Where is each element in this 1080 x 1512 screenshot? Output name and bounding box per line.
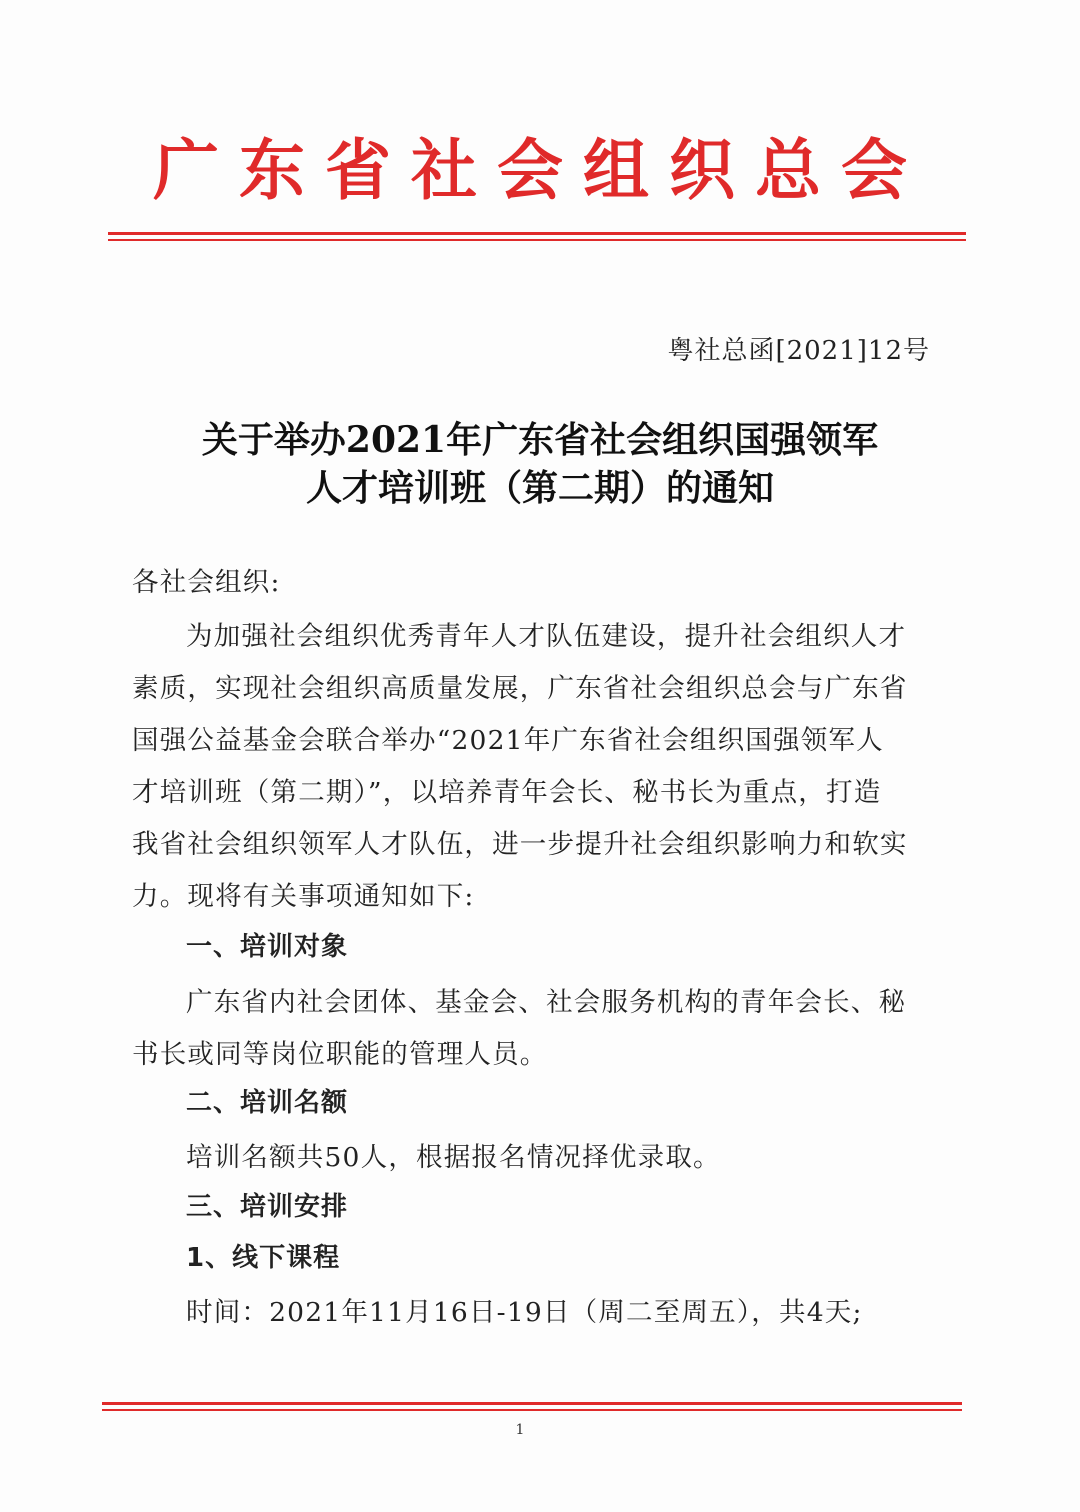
subsection-heading-1: 1、线下课程	[186, 1243, 341, 1273]
paragraph-line: 素质，实现社会组织高质量发展，广东省社会组织总会与广东省	[132, 673, 908, 704]
section-heading-2: 二、培训名额	[186, 1088, 349, 1118]
letterhead-org-name: 广东省社会组织总会	[153, 132, 927, 209]
section-heading-3: 三、培训安排	[186, 1192, 349, 1222]
paragraph-line: 培训名额共50人，根据报名情况择优录取。	[186, 1142, 721, 1173]
paragraph-line: 我省社会组织领军人才队伍，进一步提升社会组织影响力和软实	[132, 829, 908, 860]
document-title-line-1: 关于举办2021年广东省社会组织国强领军	[201, 419, 879, 461]
document-number: 粤社总函[2021]12号	[667, 336, 930, 366]
document-title-line-2: 人才培训班（第二期）的通知	[305, 467, 774, 509]
paragraph-line: 力。现将有关事项通知如下:	[132, 881, 475, 912]
paragraph-line: 国强公益基金会联合举办“2021年广东省社会组织国强领军人	[132, 725, 884, 756]
footer-rule-thin	[102, 1409, 962, 1411]
footer-rule-thick	[102, 1402, 962, 1405]
paragraph-line: 书长或同等岗位职能的管理人员。	[132, 1039, 548, 1070]
letterhead-rule-thick	[108, 232, 966, 235]
letterhead-rule-thin	[108, 239, 966, 241]
page-number: 1	[515, 1422, 525, 1438]
paragraph-line: 时间：2021年11月16日-19日（周二至周五），共4天;	[186, 1297, 863, 1328]
paragraph-line: 为加强社会组织优秀青年人才队伍建设，提升社会组织人才	[186, 621, 907, 652]
paragraph-line: 才培训班（第二期）”，以培养青年会长、秘书长为重点，打造	[132, 777, 882, 808]
salutation: 各社会组织:	[132, 567, 281, 598]
section-heading-1: 一、培训对象	[186, 932, 349, 962]
paragraph-line: 广东省内社会团体、基金会、社会服务机构的青年会长、秘	[186, 987, 907, 1018]
